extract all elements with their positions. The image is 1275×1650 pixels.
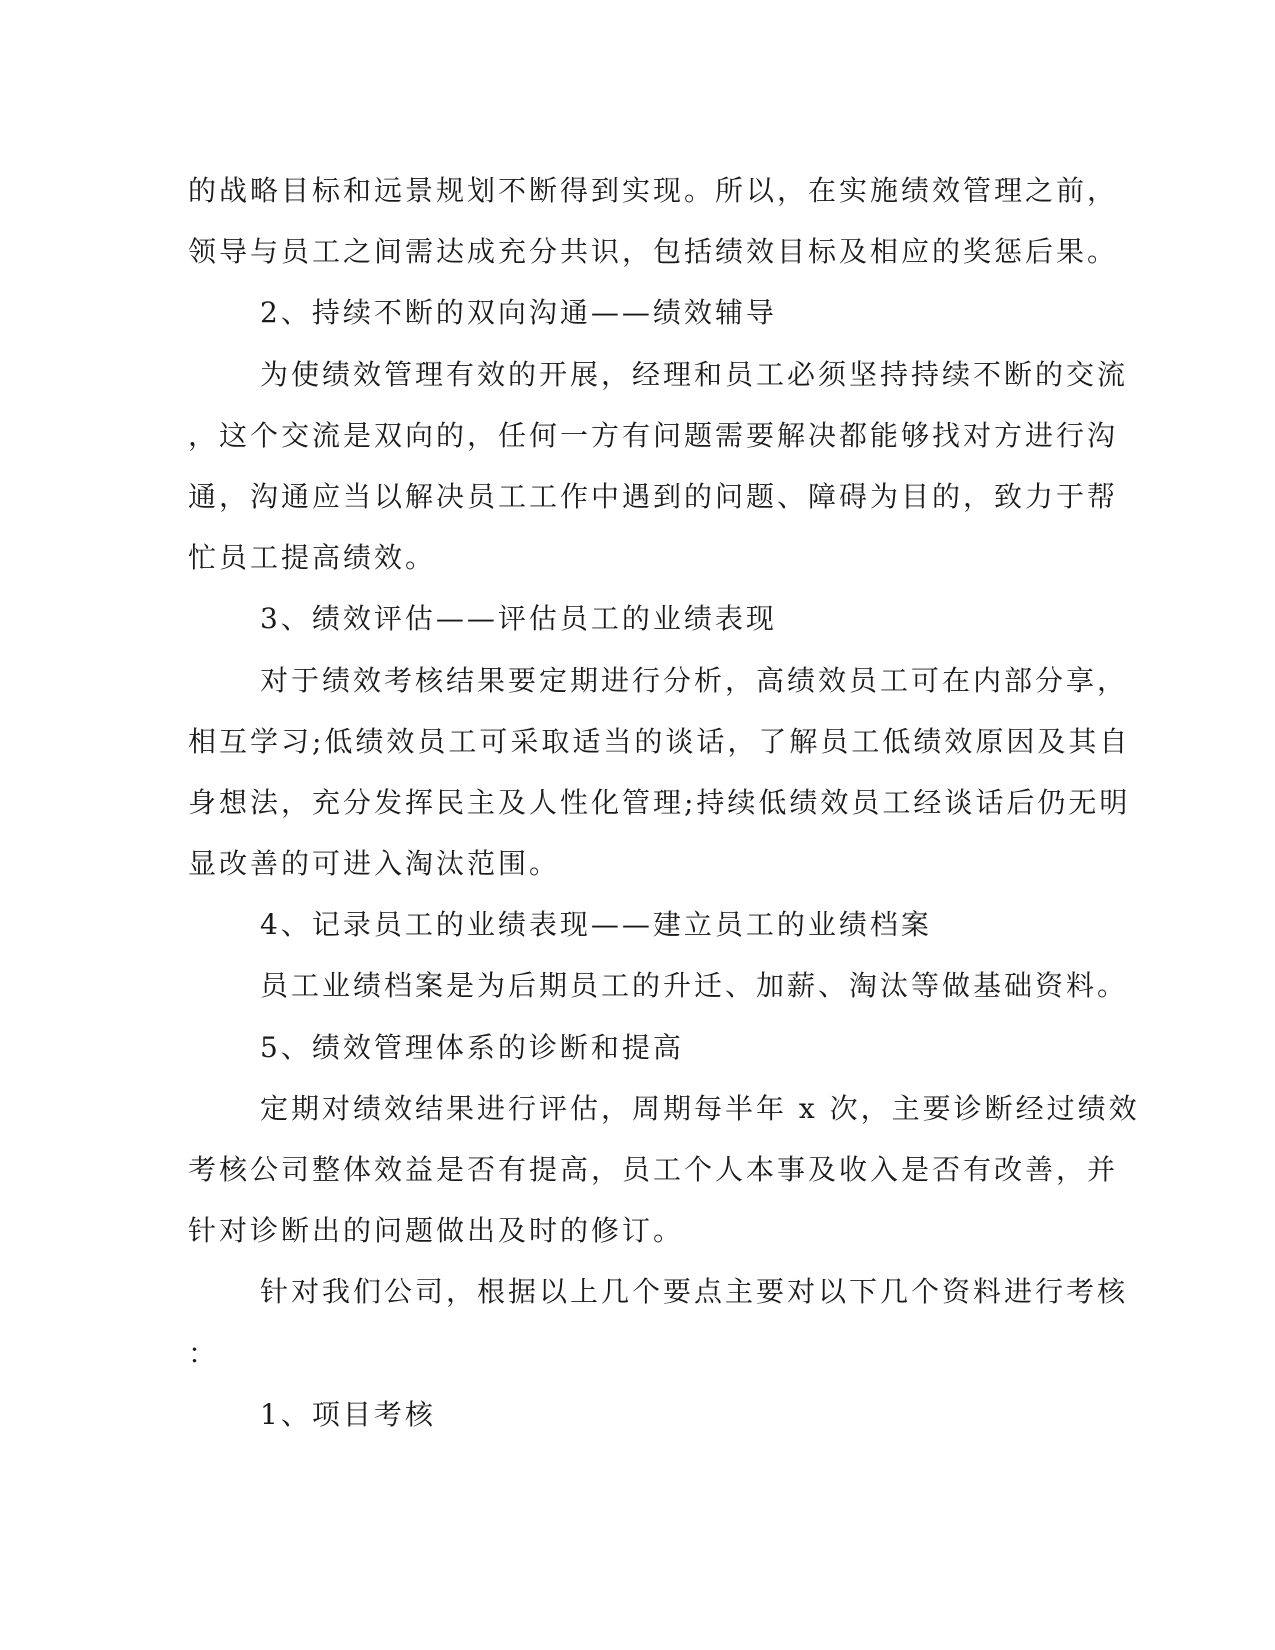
text-line: 针对诊断出的问题做出及时的修订。 <box>188 1214 685 1248</box>
text-line: 显改善的可进入淘汰范围。 <box>188 847 561 881</box>
text-line: 定期对绩效结果进行评估，周期每半年 x 次，主要诊断经过绩效 <box>260 1091 1140 1125</box>
text-line: ，这个交流是双向的，任何一方有问题需要解决都能够找对方进行沟 <box>188 418 1119 452</box>
text-line: 5、绩效管理体系的诊断和提高 <box>260 1030 684 1064</box>
text-line: 2、持续不断的双向沟通——绩效辅导 <box>260 296 777 330</box>
text-line: 3、绩效评估——评估员工的业绩表现 <box>260 602 777 636</box>
text-line: 通，沟通应当以解决员工工作中遇到的问题、障碍为目的，致力于帮 <box>188 479 1119 513</box>
text-line: 4、记录员工的业绩表现——建立员工的业绩档案 <box>260 908 932 942</box>
text-line: 相互学习;低绩效员工可采取适当的谈话，了解员工低绩效原因及其自 <box>188 724 1131 758</box>
document-body <box>188 160 1140 1445</box>
text-line: 员工业绩档案是为后期员工的升迁、加薪、淘汰等做基础资料。 <box>260 969 1129 1003</box>
text-line: 身想法，充分发挥民主及人性化管理;持续低绩效员工经谈话后仍无明 <box>188 785 1131 819</box>
text-line: 考核公司整体效益是否有提高，员工个人本事及收入是否有改善，并 <box>188 1153 1119 1186</box>
text-line: 的战略目标和远景规划不断得到实现。所以，在实施绩效管理之前， <box>188 174 1119 207</box>
text-line: 针对我们公司，根据以上几个要点主要对以下几个资料进行考核 <box>260 1275 1129 1309</box>
text-line: 忙员工提高绩效。 <box>188 541 437 575</box>
text-line: 对于绩效考核结果要定期进行分析，高绩效员工可在内部分享， <box>260 663 1129 697</box>
text-line: 领导与员工之间需达成充分共识，包括绩效目标及相应的奖惩后果。 <box>188 235 1119 269</box>
text-line: ： <box>188 1336 220 1370</box>
text-line: 为使绩效管理有效的开展，经理和员工必须坚持持续不断的交流 <box>260 357 1129 391</box>
text-line: 1、项目考核 <box>260 1397 436 1431</box>
